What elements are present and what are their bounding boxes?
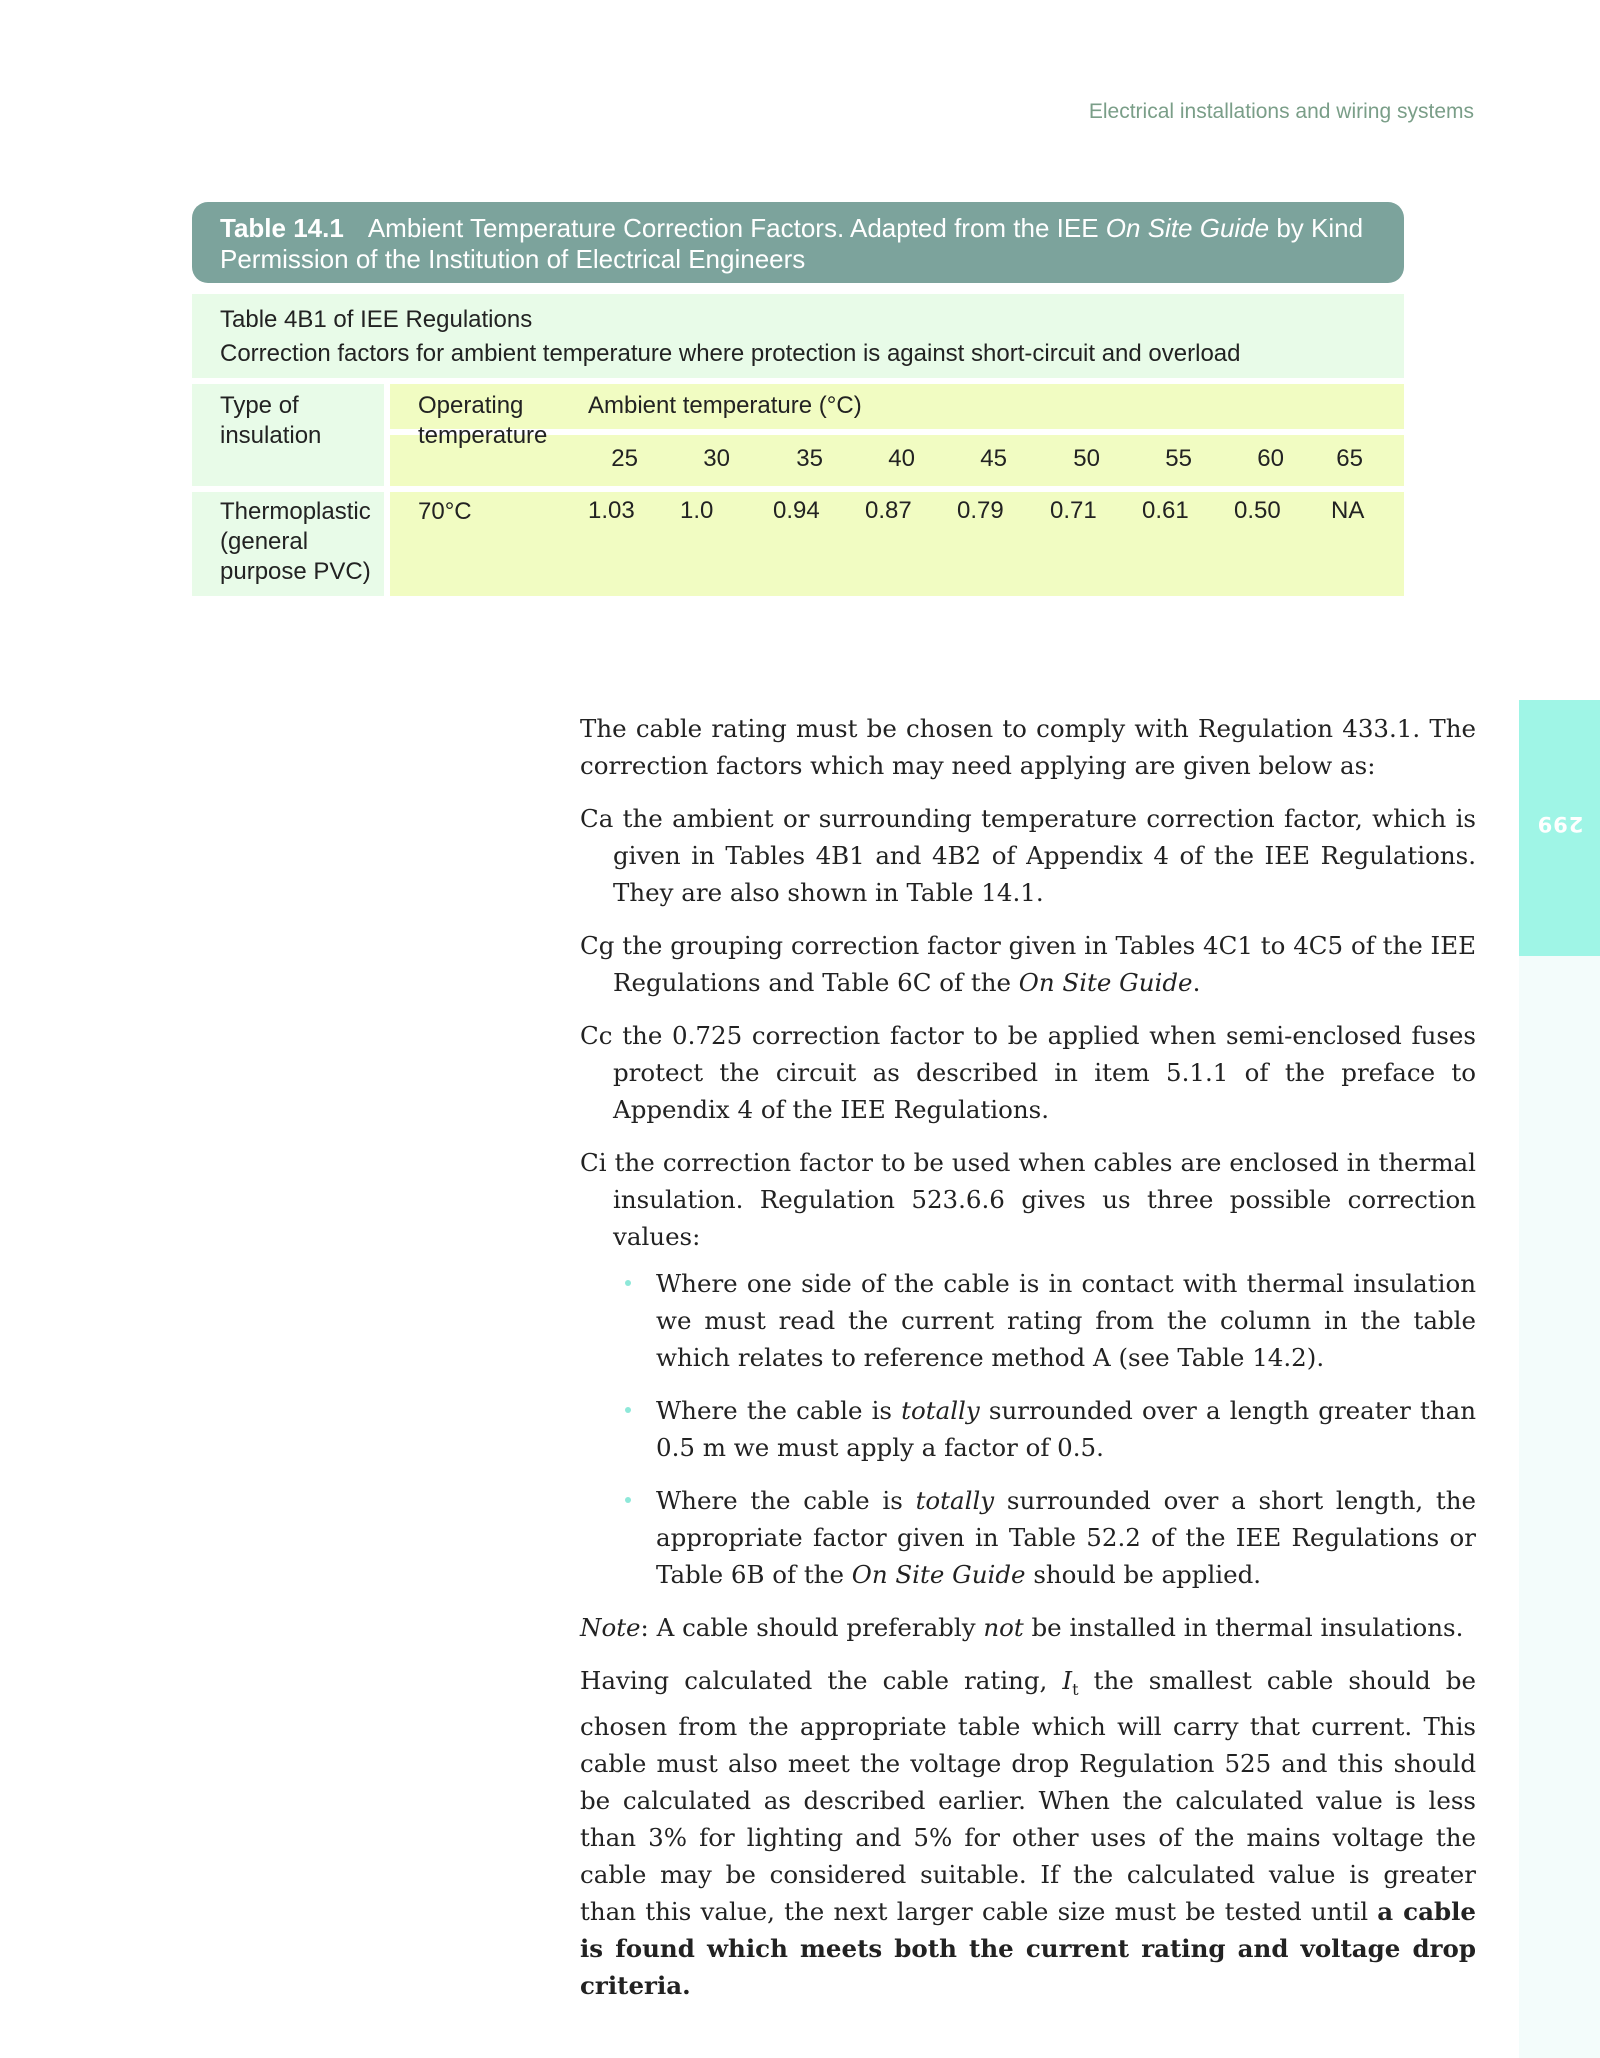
regulation-title: Table 4B1 of IEE Regulations [220,306,533,333]
caption-text-end: by Kind Permission of the Institution of Electrical Engineers [220,213,1364,274]
final-text: Having calculated the cable rating, [580,1666,1063,1695]
current-symbol: I [1062,1666,1073,1695]
body-text [580,710,1476,2020]
correction-factor-table [192,202,1404,604]
temp-cell: 65 [1336,445,1363,472]
bullet-icon [625,1497,631,1503]
bullet-text-end: should be applied. [1025,1560,1262,1589]
header-operating: Operating temperature [418,392,548,449]
caption-italic: On Site Guide [1105,213,1270,243]
note-paragraph [580,1609,1476,1646]
bullet-text: Where the cable is [656,1486,916,1515]
bullet-text-middle: surrounded over a short length, the appropriate factor given in Table 52.2 of the IEE Regulations or Table 6B of the [656,1486,1477,1589]
cg-italic: On Site Guide [1018,968,1193,997]
bullet-text-end: surrounded over a length greater than 0.5 m we must apply a factor of 0.5. [656,1396,1477,1462]
temp-cell: 60 [1257,445,1284,472]
temp-cell: 50 [1073,445,1100,472]
temp-cell: 55 [1165,445,1192,472]
list-item [656,1392,1476,1466]
factor-cell: 0.94 [773,497,820,524]
caption-text: Ambient Temperature Correction Factors. Adapted from the IEE [367,213,1106,243]
bullet-icon [625,1280,631,1286]
page-number: 299 [1536,812,1584,836]
definition-ca: Ca the ambient or surrounding temperature correction factor, which is given in Tables 4B1 and 4B2 of Appendix 4 of the IEE Regulations. They are also shown in Table 14.1. [580,804,1476,907]
note-text-end: be installed in thermal insulations. [1023,1613,1464,1642]
bullet-text: Where the cable is [656,1396,902,1425]
note-text: : A cable should preferably [640,1613,984,1642]
regulation-heading [192,294,1404,378]
factor-cell: NA [1331,497,1365,524]
table-grid [192,384,1404,604]
regulation-subtitle: Correction factors for ambient temperature where protection is against short-circuit and overload [220,340,1241,367]
insulation-bullets [580,1265,1476,1593]
intro-paragraph: The cable rating must be chosen to comply with Regulation 433.1. The correction factors which may need applying are given below as: [580,714,1476,780]
factor-cell: 0.71 [1050,497,1097,524]
bullet-italic: totally [901,1396,980,1425]
definition-ci: Ci the correction factor to be used when cables are enclosed in thermal insulation. Regulation 523.6.6 gives us three possible correction values: [580,1148,1476,1251]
table-caption [192,202,1404,283]
bullet-italic: totally [915,1486,995,1515]
running-head: Electrical installations and wiring systems [1088,100,1474,123]
factor-cell: 0.50 [1234,497,1281,524]
row-insulation: Thermoplastic (general purpose PVC) [192,492,384,596]
cg-text-end: . [1192,968,1201,997]
definition-cc: Cc the 0.725 correction factor to be applied when semi-enclosed fuses protect the circuit as described in item 5.1.1 of the preface to Appendix 4 of the IEE Regulations. [580,1021,1476,1124]
bullet-text: Where one side of the cable is in contact with thermal insulation we must read the current rating from the column in the table which relates to reference method A (see Table 14.2). [656,1269,1476,1372]
cg-text: Cg the grouping correction factor given in Tables 4C1 to 4C5 of the IEE Regulations and Table 6C of the [580,931,1476,997]
factor-cell: 1.03 [588,497,635,524]
note-italic: not [983,1613,1024,1642]
final-text-middle: the smallest cable should be chosen from the appropriate table which will carry that current. This cable must also meet the voltage drop Regulation 525 and this should be calculated as described earlier. When the calculated value is less than 3% for lighting and 5% for other uses of the mains voltage the cable may be considered suitable. If the calculated value is greater than this value, the next larger cable size must be tested until [580,1666,1476,1926]
current-subscript: t [1072,1679,1079,1699]
temp-cell: 40 [888,445,915,472]
header-ambient: Ambient temperature (°C) [588,392,862,419]
table-number: Table 14.1 [220,213,344,243]
final-paragraph [580,1662,1476,2004]
factor-cell: 1.0 [680,497,714,524]
temp-cell: 35 [796,445,823,472]
temp-cell: 30 [703,445,730,472]
bullet-italic-guide: On Site Guide [851,1560,1026,1589]
factor-cell: 0.61 [1142,497,1189,524]
header-insulation: Type of insulation [192,384,384,486]
note-label: Note [580,1613,641,1642]
list-item [656,1482,1476,1593]
factor-cell: 0.79 [957,497,1004,524]
list-item [656,1265,1476,1376]
factor-cell: 0.87 [865,497,912,524]
definition-cg [580,927,1476,1001]
row-operating: 70°C [418,498,472,525]
temp-cell: 45 [980,445,1007,472]
bullet-icon [625,1407,631,1413]
temp-cell: 25 [611,445,638,472]
final-bold-text: a cable is found which meets both the current rating and voltage drop criteria. [580,1896,1476,2000]
